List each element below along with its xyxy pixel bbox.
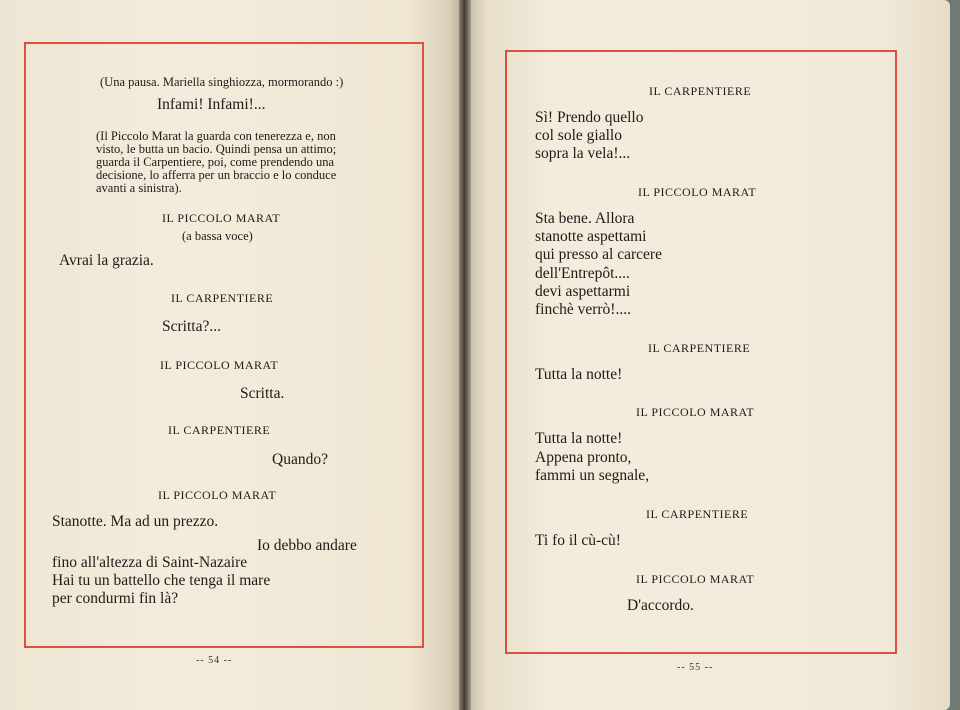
stage-direction: decisione, lo afferra per un braccio e lo conduce xyxy=(96,168,337,182)
verse-line: Quando? xyxy=(272,451,328,468)
stage-direction: (Il Piccolo Marat la guarda con tenerezza e, non xyxy=(96,129,336,143)
page-number: -- 54 -- xyxy=(196,655,233,666)
stage-direction: avanti a sinistra). xyxy=(96,181,182,195)
verse-line: col sole giallo xyxy=(535,127,622,144)
stage-direction: (Una pausa. Mariella singhiozza, mormorando :) xyxy=(100,75,344,89)
verse-line: Io debbo andare xyxy=(257,537,357,554)
verse-line: finchè verrò!.... xyxy=(535,301,631,318)
speaker-name: IL CARPENTIERE xyxy=(646,507,749,521)
speaker-name: IL PICCOLO MARAT xyxy=(636,572,755,586)
verse-line: Stanotte. Ma ad un prezzo. xyxy=(52,513,219,530)
verse-line: devi aspettarmi xyxy=(535,283,631,300)
verse-line: stanotte aspettami xyxy=(535,228,647,245)
verse-line: Scritta. xyxy=(240,385,285,402)
speaker-name: IL PICCOLO MARAT xyxy=(636,405,755,419)
verse-line: Sì! Prendo quello xyxy=(535,109,644,126)
speaker-name: IL CARPENTIERE xyxy=(171,291,274,305)
verse-line: fino all'altezza di Saint-Nazaire xyxy=(52,554,248,571)
verse-line: fammi un segnale, xyxy=(535,467,650,484)
speaker-name: IL PICCOLO MARAT xyxy=(638,185,757,199)
stage-direction: visto, le butta un bacio. Quindi pensa un attimo; xyxy=(96,142,337,156)
verse-line: Appena pronto, xyxy=(535,449,632,466)
verse-line: Tutta la notte! xyxy=(535,430,623,447)
book-gutter xyxy=(459,0,471,710)
verse-line: Ti fo il cù-cù! xyxy=(535,532,621,549)
speaker-name: IL CARPENTIERE xyxy=(168,423,271,437)
verse-line: dell'Entrepôt.... xyxy=(535,265,630,282)
verse-line: D'accordo. xyxy=(627,597,694,614)
verse-line: Infami! Infami!... xyxy=(157,96,266,113)
verse-line: sopra la vela!... xyxy=(535,145,631,162)
page-number: -- 55 -- xyxy=(677,662,714,673)
stage-direction: guarda il Carpentiere, poi, come prendendo una xyxy=(96,155,335,169)
verse-line: Avrai la grazia. xyxy=(59,252,154,269)
verse-line: per condurmi fin là? xyxy=(52,590,179,607)
speaker-name: IL PICCOLO MARAT xyxy=(158,488,277,502)
verse-line: Scritta?... xyxy=(162,318,221,335)
speaker-name: IL CARPENTIERE xyxy=(648,341,751,355)
verse-line: Hai tu un battello che tenga il mare xyxy=(52,572,271,589)
speaker-name: IL PICCOLO MARAT xyxy=(162,211,281,225)
speaker-name: IL PICCOLO MARAT xyxy=(160,358,279,372)
stage-direction: (a bassa voce) xyxy=(182,229,253,243)
verse-line: qui presso al carcere xyxy=(535,246,662,263)
verse-line: Sta bene. Allora xyxy=(535,210,635,227)
speaker-name: IL CARPENTIERE xyxy=(649,84,752,98)
verse-line: Tutta la notte! xyxy=(535,366,623,383)
